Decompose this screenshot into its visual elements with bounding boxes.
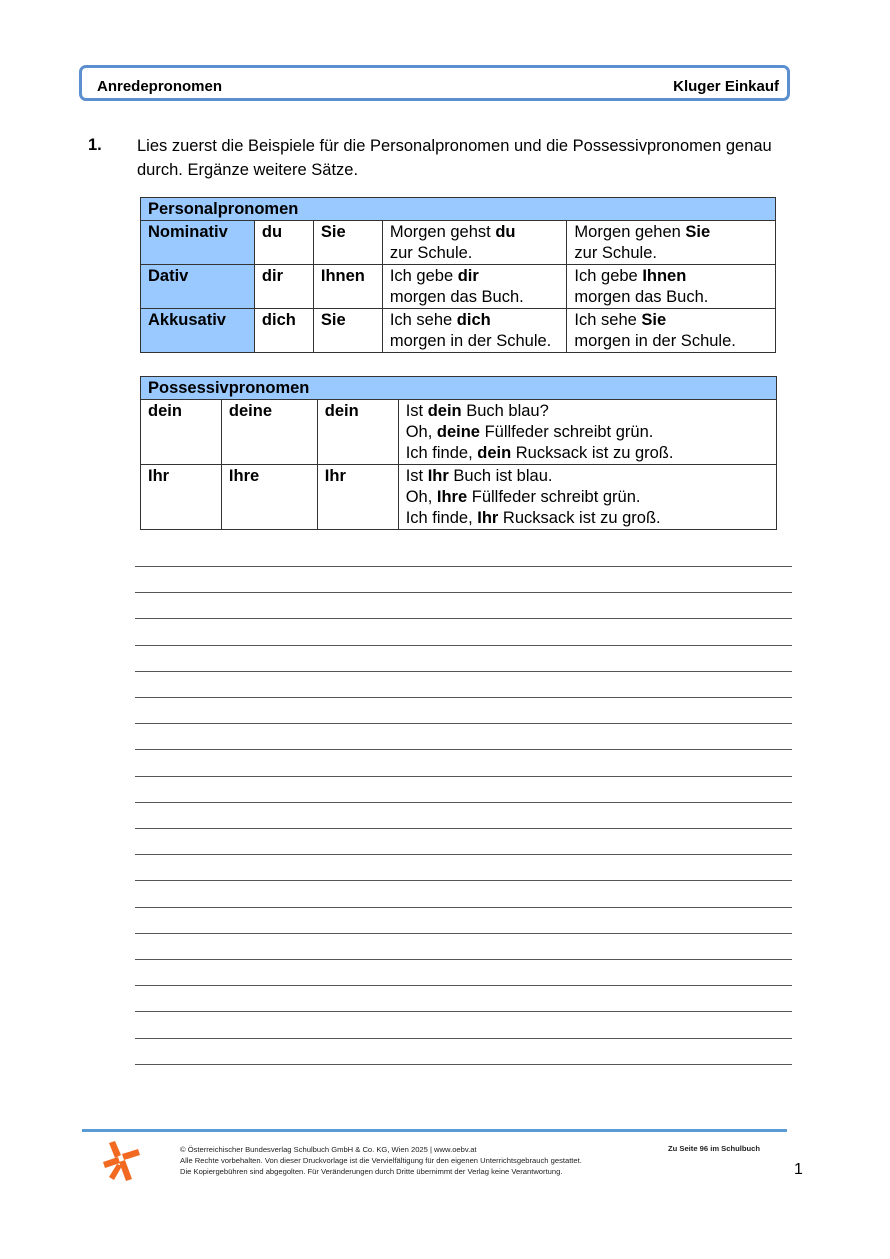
publisher-logo-icon — [100, 1140, 142, 1182]
pronoun-fem: deine — [221, 400, 317, 465]
pronoun-du: du — [254, 221, 313, 265]
example-du: Morgen gehst du zur Schule. — [382, 221, 567, 265]
table-row — [141, 221, 776, 265]
case-label: Akkusativ — [141, 309, 255, 353]
example-sie: Ich gebe Ihnen morgen das Buch. — [567, 265, 776, 309]
example-sie: Morgen gehen Sie zur Schule. — [567, 221, 776, 265]
worksheet-unit: Kluger Einkauf — [673, 78, 779, 95]
writing-line[interactable] — [135, 1064, 792, 1065]
writing-line[interactable] — [135, 749, 792, 750]
example-sentences: Ist Ihr Buch ist blau. Oh, Ihre Füllfeder schreibt grün. Ich finde, Ihr Rucksack ist zu groß. — [398, 465, 776, 530]
writing-line[interactable] — [135, 1038, 792, 1039]
pronoun-neut: Ihr — [317, 465, 398, 530]
personalpronomen-table — [140, 197, 776, 353]
writing-line[interactable] — [135, 985, 792, 986]
page-number: 1 — [794, 1161, 803, 1178]
task-number: 1. — [88, 136, 102, 154]
writing-line[interactable] — [135, 907, 792, 908]
writing-line[interactable] — [135, 618, 792, 619]
possessivpronomen-table — [140, 376, 777, 530]
textbook-reference: Zu Seite 96 im Schulbuch — [668, 1144, 760, 1153]
writing-line[interactable] — [135, 933, 792, 934]
writing-line[interactable] — [135, 776, 792, 777]
pronoun-sie: Sie — [313, 309, 382, 353]
table-row — [141, 400, 777, 465]
pronoun-du: dich — [254, 309, 313, 353]
pronoun-masc: dein — [141, 400, 222, 465]
writing-line[interactable] — [135, 697, 792, 698]
pronoun-sie: Ihnen — [313, 265, 382, 309]
pronoun-du: dir — [254, 265, 313, 309]
table-title: Possessivpronomen — [141, 377, 777, 400]
table-row — [141, 265, 776, 309]
writing-line[interactable] — [135, 854, 792, 855]
case-label: Nominativ — [141, 221, 255, 265]
writing-line[interactable] — [135, 566, 792, 567]
writing-line[interactable] — [135, 828, 792, 829]
writing-line[interactable] — [135, 1011, 792, 1012]
writing-line[interactable] — [135, 645, 792, 646]
pronoun-sie: Sie — [313, 221, 382, 265]
pronoun-masc: Ihr — [141, 465, 222, 530]
worksheet-topic: Anredepronomen — [97, 78, 223, 95]
writing-line[interactable] — [135, 959, 792, 960]
header-box — [79, 65, 790, 101]
example-sentences: Ist dein Buch blau? Oh, deine Füllfeder schreibt grün. Ich finde, dein Rucksack ist zu groß. — [398, 400, 776, 465]
table-title: Personalpronomen — [141, 198, 776, 221]
example-sie: Ich sehe Sie morgen in der Schule. — [567, 309, 776, 353]
table-row — [141, 465, 777, 530]
pronoun-neut: dein — [317, 400, 398, 465]
case-label: Dativ — [141, 265, 255, 309]
pronoun-fem: Ihre — [221, 465, 317, 530]
task-instruction: Lies zuerst die Beispiele für die Personalpronomen und die Possessivpronomen genau durch. Ergänze weitere Sätze. — [137, 137, 772, 179]
example-du: Ich gebe dir morgen das Buch. — [382, 265, 567, 309]
writing-line[interactable] — [135, 671, 792, 672]
writing-line[interactable] — [135, 723, 792, 724]
example-du: Ich sehe dich morgen in der Schule. — [382, 309, 567, 353]
writing-line[interactable] — [135, 592, 792, 593]
writing-line[interactable] — [135, 802, 792, 803]
footer-divider — [82, 1129, 787, 1132]
writing-line[interactable] — [135, 880, 792, 881]
table-row — [141, 309, 776, 353]
copyright-notice: © Österreichischer Bundesverlag Schulbuch GmbH & Co. KG, Wien 2025 | www.oebv.at Alle Rechte vorbehalten. Von dieser Druckvorlage ist die Vervielfältigung für den eigenen Unterrichtsgebrauch gestattet. Die Kopiergebühren sind abgegolten. Für Veränderungen durch Dritte übernimmt der Verlag keine Verantwortung. — [180, 1145, 582, 1176]
